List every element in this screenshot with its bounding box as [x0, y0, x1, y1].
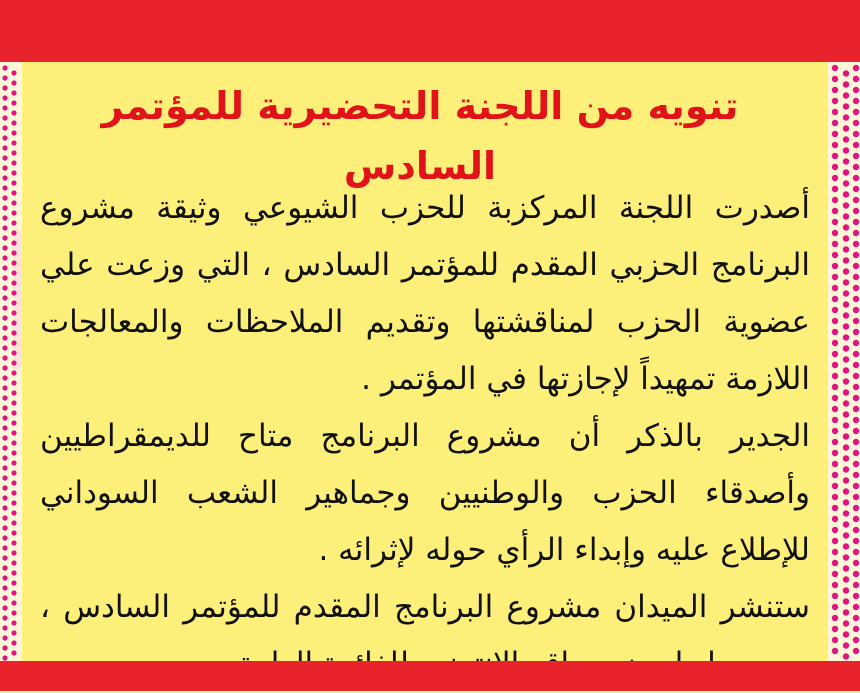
border-dot: [2, 575, 7, 580]
border-dot: [11, 540, 16, 545]
border-dot: [11, 150, 16, 155]
border-dot: [853, 186, 859, 192]
border-dot: [2, 555, 7, 560]
border-dot: [843, 543, 849, 549]
border-dot: [2, 475, 7, 480]
border-dot: [853, 461, 859, 467]
border-dot: [832, 98, 838, 104]
border-dot: [853, 120, 859, 126]
border-dot: [843, 576, 849, 582]
border-dot: [2, 95, 7, 100]
border-dot: [11, 70, 16, 75]
border-dot: [832, 362, 838, 368]
border-dot: [832, 340, 838, 346]
border-dot: [11, 230, 16, 235]
border-dot: [2, 165, 7, 170]
border-dot: [853, 175, 859, 181]
border-dot: [853, 428, 859, 434]
border-dot: [853, 604, 859, 610]
border-dot: [843, 466, 849, 472]
border-dot: [843, 609, 849, 615]
border-dot: [2, 565, 7, 570]
border-dot: [832, 560, 838, 566]
border-dot: [843, 136, 849, 142]
border-dot: [853, 593, 859, 599]
border-dot: [853, 417, 859, 423]
border-dot: [832, 307, 838, 313]
border-dot: [832, 285, 838, 291]
border-dot: [843, 400, 849, 406]
border-dot: [2, 545, 7, 550]
border-dot: [843, 169, 849, 175]
border-dot: [853, 626, 859, 632]
border-dot: [11, 610, 16, 615]
border-dot: [843, 532, 849, 538]
border-dot: [11, 510, 16, 515]
border-dot: [853, 549, 859, 555]
border-dot: [832, 131, 838, 137]
border-dot: [832, 505, 838, 511]
border-dot: [832, 604, 838, 610]
border-dot: [2, 515, 7, 520]
border-dot: [843, 301, 849, 307]
border-dot: [832, 65, 838, 71]
border-dot: [2, 225, 7, 230]
border-dot: [853, 406, 859, 412]
border-dot: [853, 362, 859, 368]
border-dot: [2, 185, 7, 190]
border-dot: [11, 120, 16, 125]
border-dot: [2, 425, 7, 430]
border-dot: [11, 580, 16, 585]
border-dot: [843, 334, 849, 340]
border-dot: [843, 268, 849, 274]
border-dot: [843, 620, 849, 626]
border-dot: [843, 378, 849, 384]
border-dot: [2, 215, 7, 220]
border-dot: [853, 219, 859, 225]
border-dot: [853, 494, 859, 500]
border-dot: [2, 245, 7, 250]
border-dot: [11, 630, 16, 635]
border-dot: [11, 520, 16, 525]
border-dot: [832, 109, 838, 115]
border-dot: [2, 235, 7, 240]
border-dot: [853, 505, 859, 511]
border-dot: [832, 615, 838, 621]
border-dot: [843, 323, 849, 329]
border-dot: [2, 355, 7, 360]
border-dot: [843, 158, 849, 164]
border-dot: [832, 263, 838, 269]
border-dot: [843, 235, 849, 241]
border-dot: [2, 155, 7, 160]
notice-title: تنويه من اللجنة التحضيرية للمؤتمر السادس: [101, 84, 739, 188]
border-dot: [832, 142, 838, 148]
border-dot: [2, 285, 7, 290]
border-dot: [832, 516, 838, 522]
border-dot: [843, 180, 849, 186]
border-dot: [2, 505, 7, 510]
bottom-red-banner: [0, 661, 860, 691]
border-dot: [2, 445, 7, 450]
border-dot: [11, 330, 16, 335]
border-dot: [843, 510, 849, 516]
border-dot: [843, 565, 849, 571]
border-dot: [11, 320, 16, 325]
border-dot: [853, 329, 859, 335]
border-dot: [843, 356, 849, 362]
border-dot: [843, 92, 849, 98]
border-dot: [832, 208, 838, 214]
border-dot: [11, 240, 16, 245]
border-dot: [11, 600, 16, 605]
border-dot: [853, 582, 859, 588]
border-dot: [843, 477, 849, 483]
top-red-banner: [0, 0, 860, 62]
border-dot: [11, 350, 16, 355]
border-dot: [843, 631, 849, 637]
border-dot: [2, 65, 7, 70]
border-dot: [843, 411, 849, 417]
border-dot: [853, 450, 859, 456]
border-dot: [11, 220, 16, 225]
border-dot: [832, 373, 838, 379]
border-dot: [2, 335, 7, 340]
border-dot: [2, 375, 7, 380]
border-dot: [832, 252, 838, 258]
border-dot: [11, 650, 16, 655]
border-dot: [832, 417, 838, 423]
border-dot: [832, 648, 838, 654]
border-dot: [853, 87, 859, 93]
border-dot: [2, 415, 7, 420]
border-dot: [832, 241, 838, 247]
border-dot: [843, 246, 849, 252]
border-dot: [2, 395, 7, 400]
left-dot-border: [0, 62, 22, 661]
border-dot: [11, 380, 16, 385]
border-dot: [853, 307, 859, 313]
border-dot: [853, 274, 859, 280]
border-dot: [11, 100, 16, 105]
border-dot: [843, 224, 849, 230]
notice-body: [40, 180, 810, 693]
border-dot: [853, 131, 859, 137]
border-dot: [2, 345, 7, 350]
border-dot: [832, 164, 838, 170]
border-dot: [11, 210, 16, 215]
border-dot: [2, 145, 7, 150]
border-dot: [11, 140, 16, 145]
border-dot: [843, 521, 849, 527]
border-dot: [843, 598, 849, 604]
border-dot: [11, 80, 16, 85]
border-dot: [832, 571, 838, 577]
border-dot: [2, 625, 7, 630]
border-dot: [2, 525, 7, 530]
border-dot: [11, 360, 16, 365]
border-dot: [11, 410, 16, 415]
border-dot: [853, 560, 859, 566]
border-dot: [832, 175, 838, 181]
border-dot: [2, 495, 7, 500]
border-dot: [832, 219, 838, 225]
border-dot: [853, 395, 859, 401]
border-dot: [2, 365, 7, 370]
border-dot: [11, 620, 16, 625]
border-dot: [853, 296, 859, 302]
border-dot: [11, 290, 16, 295]
border-dot: [843, 114, 849, 120]
border-dot: [11, 300, 16, 305]
border-dot: [843, 587, 849, 593]
border-dot: [2, 255, 7, 260]
border-dot: [11, 640, 16, 645]
border-dot: [11, 460, 16, 465]
border-dot: [843, 257, 849, 263]
border-dot: [853, 637, 859, 643]
border-dot: [843, 345, 849, 351]
border-dot: [843, 455, 849, 461]
paragraph-2: الجدير بالذكر أن مشروع البرنامج متاح للديمقراطيين وأصدقاء الحزب والوطنيين وجماهير الشعب السوداني للإطلاع عليه وإبداء الرأي حوله لإثرائه .: [40, 418, 810, 568]
border-dot: [832, 439, 838, 445]
border-dot: [11, 530, 16, 535]
border-dot: [11, 130, 16, 135]
border-dot: [843, 312, 849, 318]
border-dot: [853, 384, 859, 390]
border-dot: [853, 241, 859, 247]
border-dot: [2, 455, 7, 460]
border-dot: [832, 406, 838, 412]
border-dot: [832, 527, 838, 533]
border-dot: [853, 230, 859, 236]
border-dot: [843, 191, 849, 197]
paragraph-3: ستنشر الميدان مشروع البرنامج المقدم للمؤتمر السادس ،: [40, 589, 810, 625]
border-dot: [2, 315, 7, 320]
border-dot: [2, 275, 7, 280]
border-dot: [2, 115, 7, 120]
border-dot: [843, 433, 849, 439]
border-dot: [2, 645, 7, 650]
border-dot: [11, 190, 16, 195]
border-dot: [853, 142, 859, 148]
border-dot: [853, 98, 859, 104]
border-dot: [843, 389, 849, 395]
border-dot: [832, 296, 838, 302]
border-dot: [2, 405, 7, 410]
border-dot: [11, 260, 16, 265]
border-dot: [11, 310, 16, 315]
border-dot: [2, 655, 7, 660]
border-dot: [11, 90, 16, 95]
border-dot: [853, 164, 859, 170]
border-dot: [2, 135, 7, 140]
paragraph-1: أصدرت اللجنة المركزبة للحزب الشيوعي وثيقة مشروع البرنامج الحزبي المقدم للمؤتمر السادس ، التي وزعت علي عضوية الحزب لمناقشتها وتقديم الملاحظات والمعالجات اللازمة تمهيداً لإجازتها في المؤتمر .: [40, 190, 810, 397]
border-dot: [2, 485, 7, 490]
border-dot: [853, 351, 859, 357]
border-dot: [11, 420, 16, 425]
border-dot: [853, 197, 859, 203]
border-dot: [11, 160, 16, 165]
border-dot: [11, 370, 16, 375]
border-dot: [853, 65, 859, 71]
border-dot: [11, 180, 16, 185]
border-dot: [2, 295, 7, 300]
border-dot: [2, 595, 7, 600]
border-dot: [843, 488, 849, 494]
border-dot: [843, 125, 849, 131]
border-dot: [832, 120, 838, 126]
border-dot: [832, 186, 838, 192]
border-dot: [11, 570, 16, 575]
border-dot: [853, 472, 859, 478]
border-dot: [11, 490, 16, 495]
border-dot: [2, 435, 7, 440]
border-dot: [853, 153, 859, 159]
border-dot: [832, 483, 838, 489]
border-dot: [832, 428, 838, 434]
border-dot: [11, 390, 16, 395]
border-dot: [2, 305, 7, 310]
border-dot: [2, 85, 7, 90]
border-dot: [11, 450, 16, 455]
border-dot: [2, 325, 7, 330]
border-dot: [2, 385, 7, 390]
border-dot: [843, 103, 849, 109]
border-dot: [832, 461, 838, 467]
border-dot: [2, 105, 7, 110]
border-dot: [11, 470, 16, 475]
border-dot: [2, 125, 7, 130]
border-dot: [843, 147, 849, 153]
border-dot: [2, 635, 7, 640]
border-dot: [843, 81, 849, 87]
border-dot: [853, 373, 859, 379]
border-dot: [2, 535, 7, 540]
border-dot: [2, 175, 7, 180]
border-dot: [843, 213, 849, 219]
border-dot: [832, 230, 838, 236]
border-dot: [853, 571, 859, 577]
border-dot: [853, 439, 859, 445]
border-dot: [843, 279, 849, 285]
border-dot: [832, 494, 838, 500]
border-dot: [853, 263, 859, 269]
right-dot-border: [828, 62, 860, 661]
border-dot: [853, 516, 859, 522]
border-dot: [2, 465, 7, 470]
border-dot: [853, 285, 859, 291]
border-dot: [832, 395, 838, 401]
border-dot: [832, 538, 838, 544]
border-dot: [853, 538, 859, 544]
border-dot: [843, 70, 849, 76]
border-dot: [832, 153, 838, 159]
border-dot: [11, 270, 16, 275]
border-dot: [843, 554, 849, 560]
border-dot: [2, 605, 7, 610]
border-dot: [11, 550, 16, 555]
border-dot: [2, 265, 7, 270]
border-dot: [832, 593, 838, 599]
border-dot: [11, 560, 16, 565]
border-dot: [11, 440, 16, 445]
border-dot: [11, 110, 16, 115]
border-dot: [832, 318, 838, 324]
border-dot: [11, 280, 16, 285]
border-dot: [843, 642, 849, 648]
border-dot: [11, 170, 16, 175]
border-dot: [11, 480, 16, 485]
border-dot: [853, 483, 859, 489]
border-dot: [853, 527, 859, 533]
border-dot: [11, 200, 16, 205]
border-dot: [843, 367, 849, 373]
border-dot: [832, 384, 838, 390]
border-dot: [11, 430, 16, 435]
border-dot: [832, 87, 838, 93]
border-dot: [11, 250, 16, 255]
border-dot: [832, 637, 838, 643]
border-dot: [853, 252, 859, 258]
border-dot: [843, 499, 849, 505]
border-dot: [832, 582, 838, 588]
border-dot: [853, 648, 859, 654]
border-dot: [853, 318, 859, 324]
border-dot: [853, 208, 859, 214]
border-dot: [832, 329, 838, 335]
border-dot: [2, 75, 7, 80]
border-dot: [832, 549, 838, 555]
border-dot: [11, 340, 16, 345]
border-dot: [843, 202, 849, 208]
border-dot: [853, 76, 859, 82]
border-dot: [853, 340, 859, 346]
border-dot: [832, 76, 838, 82]
border-dot: [2, 195, 7, 200]
border-dot: [2, 205, 7, 210]
border-dot: [853, 615, 859, 621]
border-dot: [11, 400, 16, 405]
border-dot: [2, 615, 7, 620]
border-dot: [832, 274, 838, 280]
border-dot: [2, 585, 7, 590]
border-dot: [832, 351, 838, 357]
border-dot: [843, 422, 849, 428]
border-dot: [843, 290, 849, 296]
border-dot: [832, 197, 838, 203]
border-dot: [853, 109, 859, 115]
border-dot: [843, 653, 849, 659]
border-dot: [11, 590, 16, 595]
border-dot: [843, 444, 849, 450]
border-dot: [832, 450, 838, 456]
border-dot: [832, 472, 838, 478]
border-dot: [11, 500, 16, 505]
border-dot: [832, 626, 838, 632]
